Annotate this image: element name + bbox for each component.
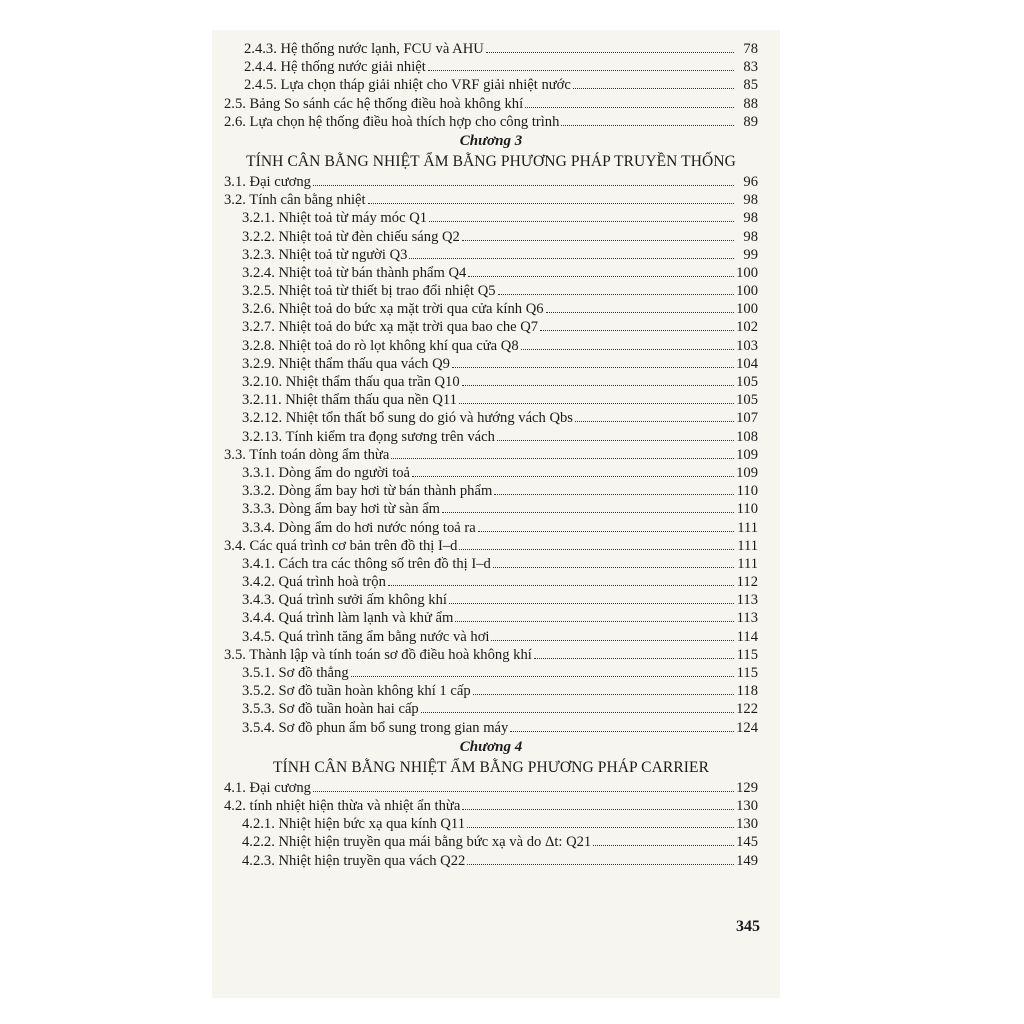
toc-entry: 2.6. Lựa chọn hệ thống điều hoà thích hợp cho công trình 89 [224, 113, 758, 130]
dot-leader [428, 69, 734, 71]
dot-leader [368, 202, 734, 204]
dot-leader [442, 511, 734, 513]
toc-entry: 3.2.3. Nhiệt toả từ người Q3 99 [242, 246, 758, 263]
dot-leader [468, 275, 734, 277]
dot-leader [478, 530, 734, 532]
toc-entry: 3.4. Các quá trình cơ bản trên đồ thị I–d 111 [224, 537, 758, 554]
chapter-heading: Chương 4 [459, 738, 523, 755]
toc-entry: 3.2.2. Nhiệt toả từ đèn chiếu sáng Q2 98 [242, 228, 758, 245]
dot-leader [510, 730, 734, 732]
toc-entry: 3.2.11. Nhiệt thẩm thấu qua nền Q11 105 [242, 392, 758, 409]
toc-entry: 3.2.8. Nhiệt toả do rò lọt không khí qua cửa Q8 103 [242, 337, 758, 354]
dot-leader [491, 639, 734, 641]
toc-entry: 3.2.1. Nhiệt toả từ máy móc Q1 98 [242, 210, 758, 227]
chapter-heading: Chương 3 [459, 132, 523, 149]
dot-leader [459, 548, 734, 550]
toc-entry: 2.5. Bảng So sánh các hệ thống điều hoà không khí 88 [224, 95, 758, 112]
toc-entry: 3.5.3. Sơ đồ tuần hoàn hai cấp 122 [242, 701, 758, 718]
dot-leader [573, 87, 734, 89]
dot-leader [388, 584, 734, 586]
toc-entry: 3.2.12. Nhiệt tổn thất bổ sung do gió và hướng vách Qbs 107 [242, 410, 758, 427]
dot-leader [452, 366, 734, 368]
toc-entry: 3.4.5. Quá trình tăng ẩm bằng nước và hơi 114 [242, 628, 758, 645]
toc-entry: 3.4.4. Quá trình làm lạnh và khử ẩm 113 [242, 610, 758, 627]
dot-leader [546, 311, 734, 313]
dot-leader [497, 439, 734, 441]
toc-entry: 2.4.3. Hệ thống nước lạnh, FCU và AHU 78 [244, 41, 758, 57]
toc-entry: 4.2.3. Nhiệt hiện truyền qua vách Q22 149 [242, 852, 758, 869]
toc-entry: 3.2. Tính cân bằng nhiệt 98 [224, 192, 758, 209]
dot-leader [459, 402, 734, 404]
dot-leader [540, 329, 734, 331]
toc-entry: 4.2.2. Nhiệt hiện truyền qua mái bằng bức xạ và do Δt: Q21 145 [242, 834, 758, 851]
dot-leader [493, 566, 734, 568]
toc-entry: 3.5.1. Sơ đồ thẳng 115 [242, 665, 758, 681]
dot-leader [561, 124, 734, 126]
toc-entry: 3.4.3. Quá trình sưởi ấm không khí 113 [242, 592, 758, 609]
dot-leader [462, 384, 734, 386]
dot-leader [455, 620, 734, 622]
dot-leader [494, 493, 734, 495]
toc-entry: 2.4.5. Lựa chọn tháp giải nhiệt cho VRF giải nhiệt nước 85 [244, 77, 758, 94]
dot-leader [473, 693, 734, 695]
toc-entry: 3.2.5. Nhiệt toả từ thiết bị trao đổi nhiệt Q5 100 [242, 283, 758, 300]
toc-entry: 3.2.13. Tính kiểm tra đọng sương trên vách 108 [242, 428, 758, 445]
toc-entry: 2.4.4. Hệ thống nước giải nhiệt 83 [244, 59, 758, 76]
dot-leader [498, 293, 734, 295]
dot-leader [593, 844, 734, 846]
table-of-contents [212, 40, 780, 870]
dot-leader [467, 863, 734, 865]
book-page [212, 30, 780, 998]
page-number: 345 [736, 918, 760, 935]
dot-leader [391, 457, 734, 459]
dot-leader [575, 420, 734, 422]
toc-entry: 3.2.6. Nhiệt toả do bức xạ mặt trời qua cửa kính Q6 100 [242, 301, 758, 318]
dot-leader [462, 239, 734, 241]
toc-entry: 3.3.3. Dòng ẩm bay hơi từ sàn ẩm 110 [242, 501, 758, 518]
toc-entry: 4.2.1. Nhiệt hiện bức xạ qua kính Q11 130 [242, 816, 758, 833]
toc-entry: 3.5.4. Sơ đồ phun ẩm bổ sung trong gian máy 124 [242, 719, 758, 736]
toc-entry: 3.2.4. Nhiệt toả từ bán thành phẩm Q4 100 [242, 264, 758, 281]
dot-leader [313, 184, 734, 186]
chapter-3-entries [212, 173, 780, 737]
dot-leader [313, 790, 734, 792]
dot-leader [421, 711, 734, 713]
dot-leader [449, 602, 734, 604]
toc-entry: 3.2.9. Nhiệt thẩm thấu qua vách Q9 104 [242, 355, 758, 372]
toc-entry: 3.3.1. Dòng ẩm do người toả 109 [242, 464, 758, 481]
toc-entry: 3.2.7. Nhiệt toả do bức xạ mặt trời qua bao che Q7 102 [242, 319, 758, 336]
dot-leader [486, 51, 734, 53]
toc-entry: 4.2. tính nhiệt hiện thừa và nhiệt ẩn thừa 130 [224, 797, 758, 814]
chapter-title: TÍNH CÂN BẰNG NHIỆT ẨM BẰNG PHƯƠNG PHÁP TRUYỀN THỐNG [246, 152, 736, 170]
toc-entry: 4.1. Đại cương 129 [224, 779, 758, 796]
toc-entry: 3.3.2. Dòng ẩm bay hơi từ bán thành phẩm 110 [242, 483, 758, 500]
dot-leader [467, 826, 734, 828]
chapter-title: TÍNH CÂN BẰNG NHIỆT ẨM BẰNG PHƯƠNG PHÁP CARRIER [272, 758, 710, 776]
toc-entry: 3.2.10. Nhiệt thẩm thấu qua trần Q10 105 [242, 374, 758, 390]
toc-entry: 3.5. Thành lập và tính toán sơ đồ điều hoà không khí 115 [224, 646, 758, 663]
toc-entry: 3.5.2. Sơ đồ tuần hoàn không khí 1 cấp 118 [242, 683, 758, 700]
toc-entry: 3.3.4. Dòng ẩm do hơi nước nóng toả ra 111 [242, 519, 758, 536]
dot-leader [409, 257, 734, 259]
dot-leader [351, 675, 734, 677]
dot-leader [462, 808, 734, 810]
dot-leader [429, 220, 734, 222]
dot-leader [525, 106, 734, 108]
toc-entry: 3.4.2. Quá trình hoà trộn 112 [242, 574, 758, 591]
chapter-4-entries [212, 779, 780, 870]
dot-leader [412, 475, 734, 477]
toc-entry: 3.1. Đại cương 96 [224, 173, 758, 190]
dot-leader [521, 348, 734, 350]
toc-entry: 3.3. Tính toán dòng ẩm thừa 109 [224, 446, 758, 463]
dot-leader [534, 657, 734, 659]
toc-entry: 3.4.1. Cách tra các thông số trên đồ thị I–d 111 [242, 555, 758, 572]
